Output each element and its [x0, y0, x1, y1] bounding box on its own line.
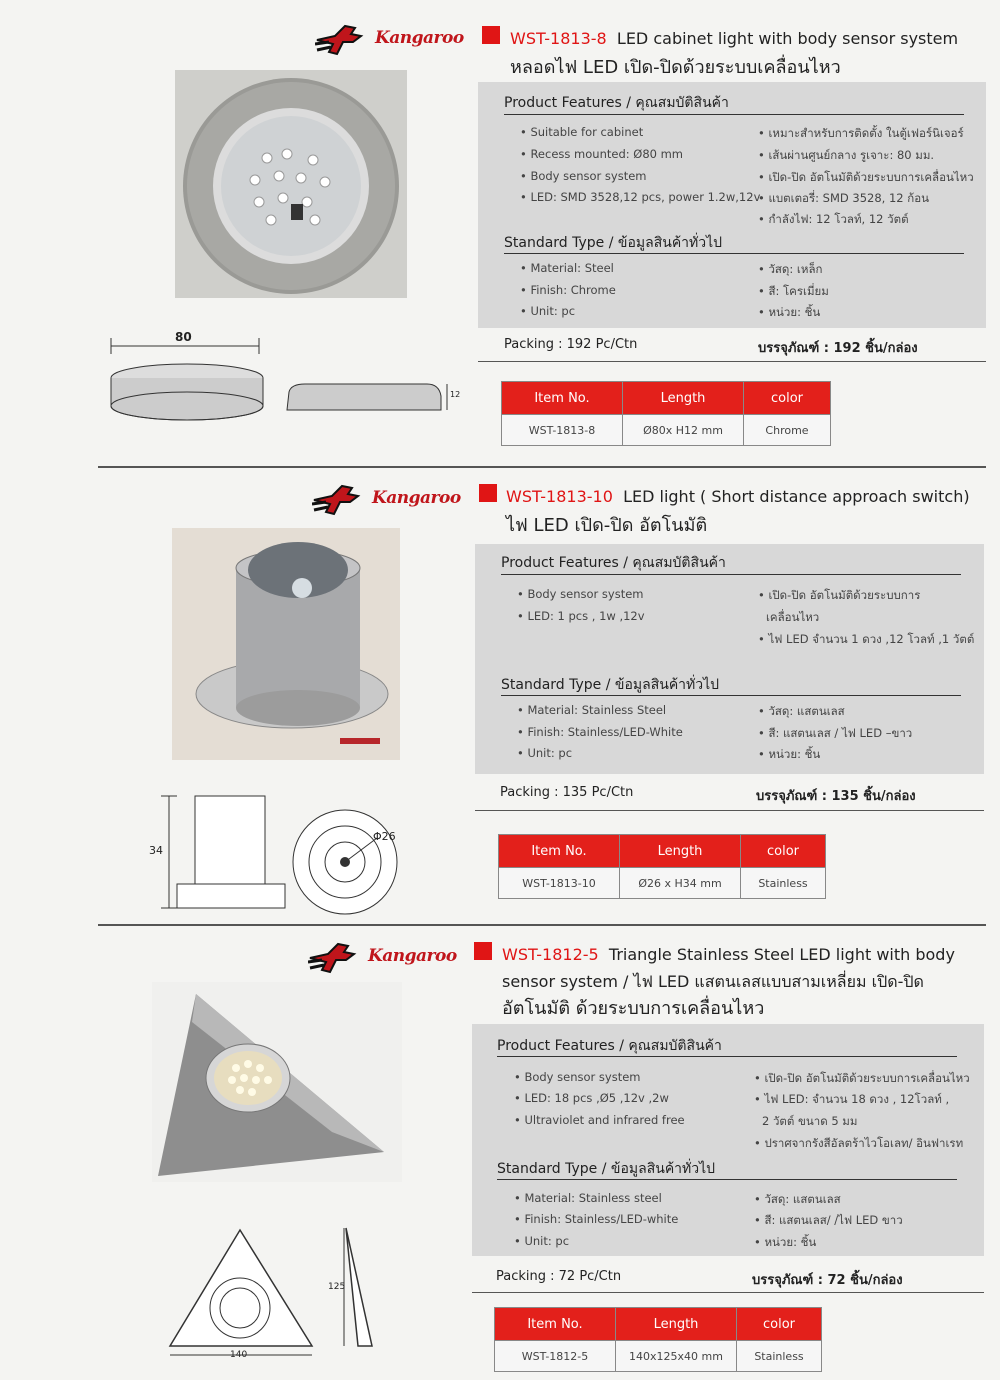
- standard-item: • Material: Steel: [520, 261, 614, 275]
- product-photo: [175, 70, 407, 298]
- divider: [497, 1179, 957, 1180]
- kangaroo-logo-icon: [315, 22, 375, 58]
- standard-item-th: • หน่วย: ชิ้น: [758, 304, 820, 322]
- feature-item: • Body sensor system: [520, 169, 646, 183]
- standard-item: • Unit: pc: [514, 1234, 569, 1248]
- feature-item: • Suitable for cabinet: [520, 125, 643, 139]
- packing-en: Packing : 192 Pc/Ctn: [504, 337, 638, 352]
- kangaroo-logo-icon: [308, 940, 368, 976]
- standard-item-th: • วัสดุ: แสตนเลส: [758, 703, 845, 721]
- feature-item-th: เคลื่อนไหว: [766, 610, 820, 624]
- feature-item-th: • ไฟ LED: จำนวน 18 ดวง , 12โวลท์ ,: [754, 1091, 949, 1109]
- packing-en: Packing : 135 Pc/Ctn: [500, 785, 634, 800]
- feature-item: • LED: 18 pcs ,Ø5 ,12v ,2w: [514, 1091, 669, 1105]
- standard-item: • Finish: Stainless/LED-White: [517, 725, 683, 739]
- product-title: WST-1813-10 LED light ( Short distance approach switch): [506, 487, 970, 506]
- feature-item: • Recess mounted: Ø80 mm: [520, 147, 683, 161]
- product-photo: [172, 528, 400, 760]
- feature-item-th: 2 วัตต์ ขนาด 5 มม: [762, 1114, 858, 1128]
- spec-table: Item No. Length color WST-1812-5 140x125x40 mm Stainless: [494, 1307, 822, 1372]
- feature-item-th: • ปราศจากรังสีอัลตร้าไวโอเลท/ อินฟาเรท: [754, 1135, 963, 1153]
- feature-item-th: • เปิด-ปิด อัตโนมัติด้วยระบบการ: [758, 587, 920, 605]
- product-photo: [152, 982, 402, 1182]
- product-title-thai: อัตโนมัติ ด้วยระบบการเคลื่อนไหว: [502, 998, 765, 1019]
- product-title: WST-1813-8 LED cabinet light with body sensor system: [510, 29, 959, 48]
- standard-item-th: • หน่วย: ชิ้น: [758, 746, 820, 764]
- packing-en: Packing : 72 Pc/Ctn: [496, 1269, 622, 1284]
- features-heading: Product Features / คุณสมบัติสินค้า: [497, 1038, 722, 1054]
- standard-item: • Unit: pc: [520, 304, 575, 318]
- packing-th: บรรจุภัณฑ์ : 135 ชิ้น/กล่อง: [756, 789, 916, 804]
- feature-item-th: • เปิด-ปิด อัตโนมัติด้วยระบบการเคลื่อนไหว: [758, 169, 974, 187]
- standard-item: • Unit: pc: [517, 746, 572, 760]
- standard-item: • Finish: Stainless/LED-white: [514, 1212, 678, 1226]
- standard-item-th: • หน่วย: ชิ้น: [754, 1234, 816, 1252]
- feature-item: • Ultraviolet and infrared free: [514, 1113, 685, 1127]
- feature-item-th: • เหมาะสำหรับการติดตั้ง ในตู้เฟอร์นิเจอร์: [758, 125, 964, 143]
- spec-table: Item No. Length color WST-1813-10 Ø26 x H34 mm Stainless: [498, 834, 826, 899]
- standard-item-th: • สี: โครเมี่ยม: [758, 283, 829, 301]
- divider: [478, 361, 986, 362]
- dim-label: 12: [450, 390, 461, 399]
- feature-item: • Body sensor system: [514, 1070, 640, 1084]
- standard-heading: Standard Type / ข้อมูลสินค้าทั่วไป: [504, 235, 723, 251]
- features-heading: Product Features / คุณสมบัติสินค้า: [501, 555, 726, 571]
- packing-th: บรรจุภัณฑ์ : 72 ชิ้น/กล่อง: [752, 1273, 903, 1288]
- dim-label: Φ26: [373, 830, 396, 843]
- product-title-line2: sensor system / ไฟ LED แสตนเลสแบบสามเหลี่ยม เปิด-ปิด: [502, 972, 924, 991]
- section-separator: [98, 924, 986, 926]
- feature-item: • LED: 1 pcs , 1w ,12v: [517, 609, 645, 623]
- standard-item: • Material: Stainless Steel: [517, 703, 666, 717]
- title-marker: [482, 26, 500, 44]
- feature-item-th: • เส้นผ่านศูนย์กลาง รูเจาะ: 80 มม.: [758, 147, 934, 165]
- standard-heading: Standard Type / ข้อมูลสินค้าทั่วไป: [501, 677, 720, 693]
- dimension-drawing: [105, 330, 465, 439]
- feature-item-th: • กำลังไฟ: 12 โวลท์, 12 วัตต์: [758, 211, 909, 229]
- product-title-thai: หลอดไฟ LED เปิด-ปิดด้วยระบบเคลื่อนไหว: [510, 57, 841, 78]
- product-title: WST-1812-5 Triangle Stainless Steel LED light with body: [502, 945, 955, 964]
- kangaroo-logo-icon: [312, 482, 372, 518]
- standard-item: • Finish: Chrome: [520, 283, 616, 297]
- kangaroo-logo: Kangaroo: [308, 940, 458, 980]
- divider: [504, 253, 964, 254]
- standard-item-th: • สี: แสตนเลส/ /ไฟ LED ขาว: [754, 1212, 903, 1230]
- dim-label: 34: [149, 844, 163, 857]
- dim-label: 140: [230, 1350, 248, 1360]
- feature-item-th: • เปิด-ปิด อัตโนมัติด้วยระบบการเคลื่อนไหว: [754, 1070, 970, 1088]
- section-separator: [98, 466, 986, 468]
- packing-th: บรรจุภัณฑ์ : 192 ชิ้น/กล่อง: [758, 341, 918, 356]
- kangaroo-logo: Kangaroo: [315, 22, 465, 62]
- dim-label: 80: [175, 330, 192, 344]
- dimension-drawing: [145, 790, 415, 919]
- dimension-drawing: [160, 1222, 400, 1371]
- standard-item: • Material: Stainless steel: [514, 1191, 662, 1205]
- standard-item-th: • สี: แสตนเลส / ไฟ LED –ขาว: [758, 725, 912, 743]
- standard-heading: Standard Type / ข้อมูลสินค้าทั่วไป: [497, 1161, 716, 1177]
- divider: [475, 810, 984, 811]
- feature-item-th: • แบตเตอรี่: SMD 3528, 12 ก้อน: [758, 190, 929, 208]
- divider: [501, 574, 961, 575]
- dim-label: 125: [328, 1282, 346, 1292]
- divider: [501, 695, 961, 696]
- feature-item: • LED: SMD 3528,12 pcs, power 1.2w,12v: [520, 190, 760, 204]
- divider: [497, 1056, 957, 1057]
- title-marker: [474, 942, 492, 960]
- divider: [504, 114, 964, 115]
- kangaroo-logo: Kangaroo: [312, 482, 462, 522]
- title-marker: [479, 484, 497, 502]
- feature-item: • Body sensor system: [517, 587, 643, 601]
- standard-item-th: • วัสดุ: เหล็ก: [758, 261, 822, 279]
- divider: [472, 1292, 984, 1293]
- feature-item-th: • ไฟ LED จำนวน 1 ดวง ,12 โวลท์ ,1 วัตต์: [758, 631, 974, 649]
- spec-table: Item No. Length color WST-1813-8 Ø80x H12 mm Chrome: [501, 381, 831, 446]
- features-heading: Product Features / คุณสมบัติสินค้า: [504, 95, 729, 111]
- product-title-thai: ไฟ LED เปิด-ปิด อัตโนมัติ: [506, 515, 708, 536]
- standard-item-th: • วัสดุ: แสตนเลส: [754, 1191, 841, 1209]
